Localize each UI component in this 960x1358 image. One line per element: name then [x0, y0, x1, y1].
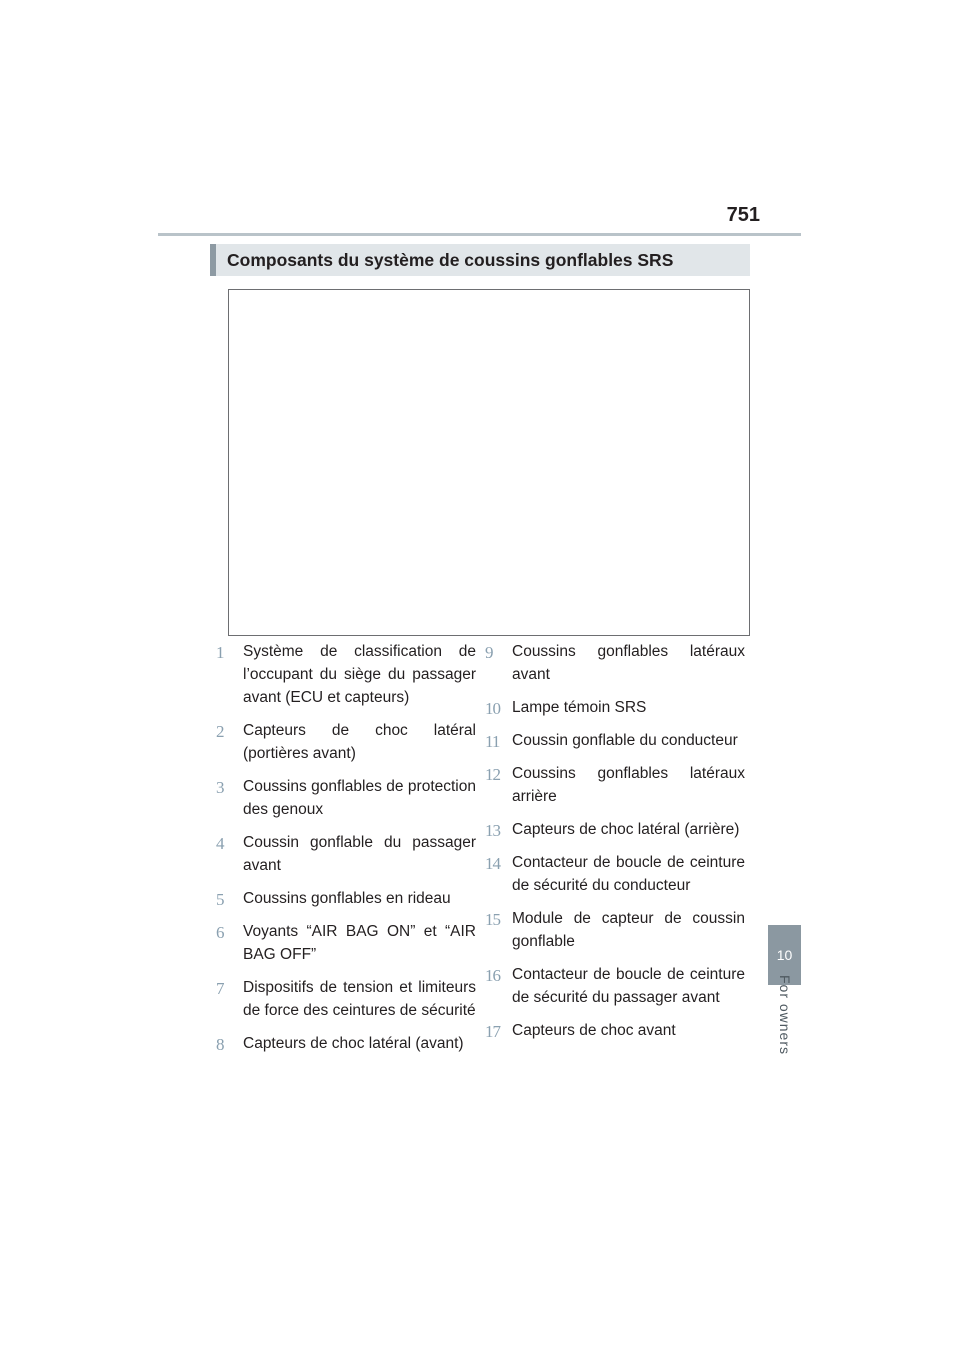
legend-item: [216, 831, 476, 877]
legend-column-right: [485, 640, 745, 1052]
item-number: 6: [216, 923, 224, 942]
item-number: 16: [485, 966, 500, 985]
item-number: 2: [216, 722, 224, 741]
legend-item: [485, 729, 745, 752]
legend-item: [485, 640, 745, 686]
legend-item: [216, 887, 476, 910]
item-text: Capteurs de choc latéral (avant): [243, 1035, 464, 1052]
item-number: 17: [485, 1022, 500, 1041]
header-rule: [158, 233, 801, 236]
legend-item: [485, 696, 745, 719]
legend-item: [485, 818, 745, 841]
item-number: 12: [485, 765, 500, 784]
item-text: Contacteur de boucle de ceinture de sécurité du passager avant: [512, 966, 745, 1006]
item-text: Dispositifs de tension et limiteurs de force des ceintures de sécurité: [243, 979, 476, 1019]
item-number: 7: [216, 979, 224, 998]
legend-item: [485, 1019, 745, 1042]
item-text: Coussin gonflable du conducteur: [512, 732, 738, 749]
item-number: 13: [485, 821, 500, 840]
item-text: Coussin gonflable du passager avant: [243, 834, 476, 874]
item-number: 4: [216, 834, 224, 853]
item-text: Capteurs de choc avant: [512, 1022, 676, 1039]
section-title: Composants du système de coussins gonflables SRS: [227, 250, 674, 270]
item-text: Coussins gonflables latéraux arrière: [512, 765, 745, 805]
item-text: Lampe témoin SRS: [512, 699, 647, 716]
legend-item: [216, 640, 476, 709]
item-text: Voyants “AIR BAG ON” et “AIR BAG OFF”: [243, 923, 476, 963]
legend-item: [216, 976, 476, 1022]
item-text: Coussins gonflables en rideau: [243, 890, 451, 907]
item-text: Système de classification de l’occupant du siège du passager avant (ECU et capteurs): [243, 643, 476, 706]
chapter-side-label: For owners: [777, 974, 793, 1056]
item-text: Coussins gonflables de protection des genoux: [243, 778, 476, 818]
item-number: 8: [216, 1035, 224, 1054]
item-number: 9: [485, 643, 493, 662]
item-text: Coussins gonflables latéraux avant: [512, 643, 745, 683]
legend-column-left: [216, 640, 476, 1065]
section-header: [210, 244, 750, 276]
item-number: 14: [485, 854, 500, 873]
item-number: 10: [485, 699, 500, 718]
item-number: 1: [216, 643, 224, 662]
legend-item: [216, 719, 476, 765]
item-number: 5: [216, 890, 224, 909]
page-number: 751: [726, 204, 760, 226]
legend-item: [485, 907, 745, 953]
legend-item: [485, 851, 745, 897]
item-text: Capteurs de choc latéral (portières avant): [243, 722, 476, 762]
item-text: Capteurs de choc latéral (arrière): [512, 821, 740, 838]
item-text: Contacteur de boucle de ceinture de sécurité du conducteur: [512, 854, 745, 894]
item-number: 11: [485, 732, 500, 751]
item-text: Module de capteur de coussin gonflable: [512, 910, 745, 950]
legend-item: [216, 1032, 476, 1055]
legend-item: [485, 762, 745, 808]
legend-item: [485, 963, 745, 1009]
legend-item: [216, 920, 476, 966]
chapter-tab: 10: [768, 925, 801, 985]
item-number: 3: [216, 778, 224, 797]
legend-item: [216, 775, 476, 821]
item-number: 15: [485, 910, 500, 929]
figure-box: [228, 289, 750, 636]
